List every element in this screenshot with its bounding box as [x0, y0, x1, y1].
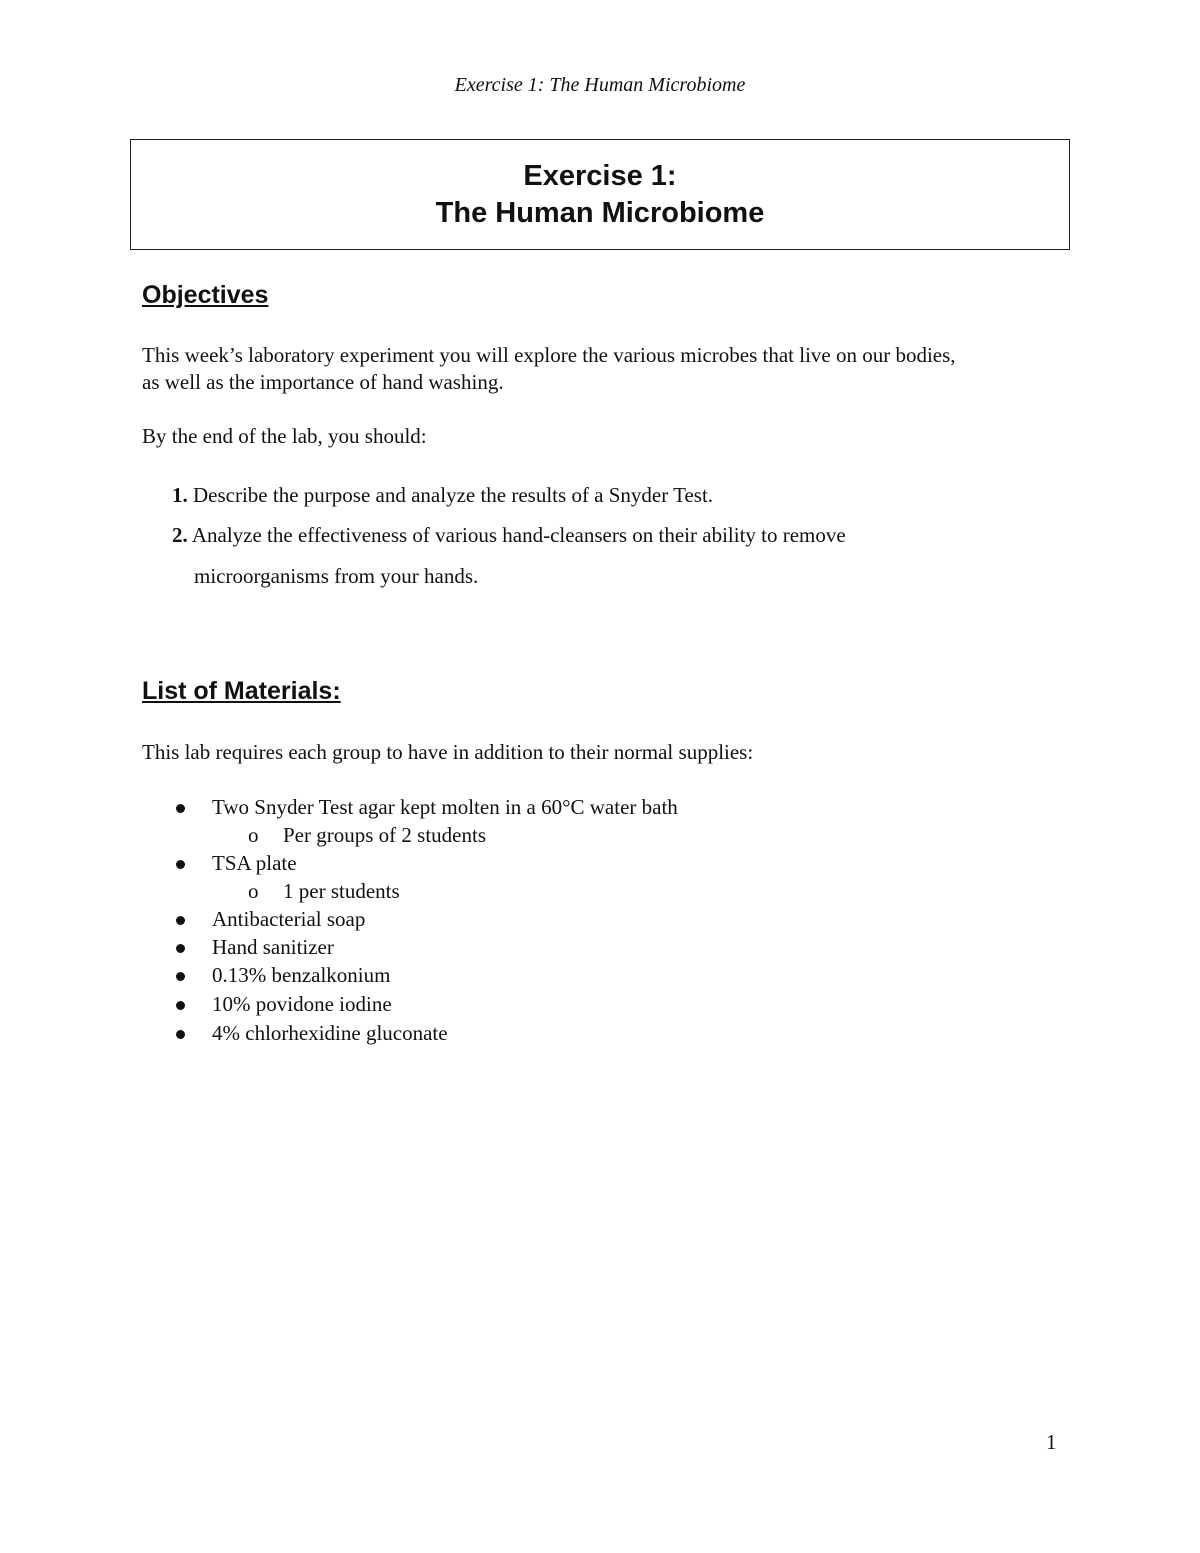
bullet-dot-icon — [176, 804, 185, 813]
bullet-dot-icon — [176, 916, 185, 925]
objective-item-1 — [172, 482, 713, 509]
title-line-1: Exercise 1: — [523, 160, 677, 192]
bullet-dot-icon — [176, 944, 185, 953]
title-box — [130, 139, 1070, 250]
objective-text: Describe the purpose and analyze the results of a Snyder Test. — [193, 483, 714, 507]
circle-bullet-icon: o — [248, 879, 259, 903]
objective-item-2 — [172, 522, 846, 549]
running-header: Exercise 1: The Human Microbiome — [454, 74, 746, 96]
objective-number: 2. — [172, 523, 188, 547]
materials-heading: List of Materials: — [142, 677, 341, 705]
bullet-dot-icon — [176, 1001, 185, 1010]
bullet-dot-icon — [176, 1030, 185, 1039]
materials-intro: This lab requires each group to have in addition to their normal supplies: — [142, 740, 754, 764]
objectives-intro-line-1: This week’s laboratory experiment you will explore the various microbes that live on our bodies, — [142, 343, 956, 367]
objectives-heading: Objectives — [142, 281, 269, 309]
bullet-dot-icon — [176, 972, 185, 981]
objective-text: Analyze the effectiveness of various hand-cleansers on their ability to remove — [191, 523, 846, 547]
objectives-lead: By the end of the lab, you should: — [142, 424, 427, 448]
title-line-2: The Human Microbiome — [435, 197, 765, 229]
page-number: 1 — [1046, 1430, 1057, 1454]
objective-number: 1. — [172, 483, 188, 507]
objective-item-2-continuation: microorganisms from your hands. — [194, 564, 479, 588]
bullet-dot-icon — [176, 860, 185, 869]
circle-bullet-icon: o — [248, 823, 259, 847]
objectives-intro-line-2: as well as the importance of hand washing. — [142, 370, 504, 394]
